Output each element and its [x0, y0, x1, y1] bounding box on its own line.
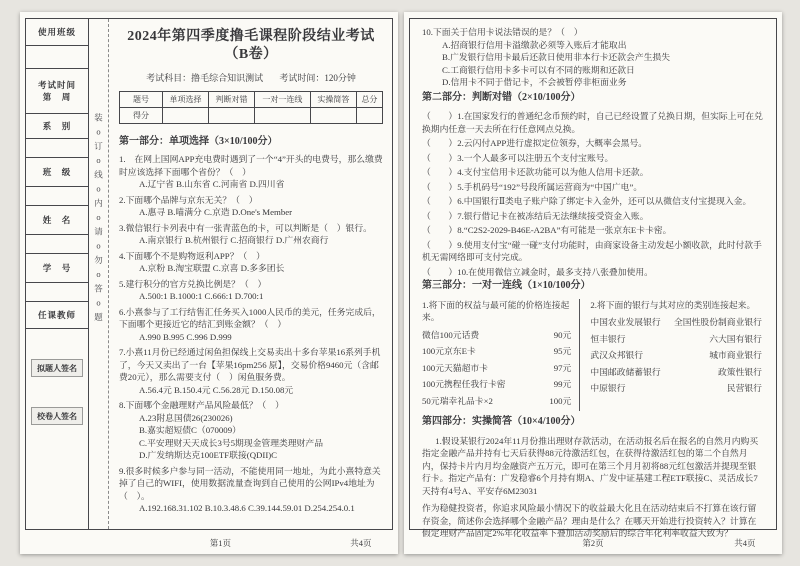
sidebar-field-name: 姓 名	[26, 206, 88, 235]
sidebar-field-department: 系 别	[26, 114, 88, 139]
judgment-item-3: （ ）3.一个人最多可以注册五个支付宝账号。	[422, 152, 614, 163]
match-row	[590, 349, 762, 362]
page1-content	[109, 19, 392, 529]
exam-subtitle	[119, 71, 383, 84]
practical-question-paragraph-1: 1.假设某银行2024年11月份推出理财存款活动，在活动报名后在报名的自然月内购买指定金融产品并持有七天后获得88元待激活红包，在获得待激活红包的第二个自然月内，保持卡片内月均金融资产五万元，即可在第三个月月初将88元红包激活并提现至银行卡。指定产品有：广发稳睿6个月持有期A、广发中证基建工程ETF联接C、灵活成长7天持有4号A、平安存6M23031	[422, 435, 759, 496]
match-left-item: 中国邮政储蓄银行	[590, 366, 661, 377]
question-options: A.辽宁省 B.山东省 C.河南省 D.四川省	[139, 179, 285, 189]
question-option-d: D.广发纳斯达克100ETF联接(QDII)C	[139, 450, 278, 460]
page-number: 第2页	[582, 538, 604, 548]
question-6	[119, 306, 383, 344]
page1-frame	[25, 18, 393, 530]
question-option-b: B.广发银行信用卡最后还款日使用非本行卡还款会产生损失	[442, 52, 670, 62]
exam-time-label: 考试时间	[37, 80, 76, 90]
score-cell-empty	[254, 108, 310, 124]
question-options: A.南京银行 B.杭州银行 C.招商银行 D.广州农商行	[139, 235, 329, 245]
match-row	[422, 362, 571, 375]
match-left-item: 微信100元话费	[422, 329, 480, 340]
exam-duration: 考试时间：120分钟	[279, 73, 356, 83]
score-header-cell: 单项选择	[163, 92, 209, 108]
question-stem: 10.下面关于信用卡说法错误的是？（ ）	[422, 27, 583, 37]
judgment-item-10: （ ）10.在使用微信立减金时，最多支持八张叠加使用。	[422, 266, 653, 277]
question-option-c: C.平安理财天天成长3号5期现金管理类理财产品	[139, 437, 324, 448]
score-cell-empty	[163, 108, 209, 124]
matching-title: 2.将下面的银行与其对应的类别连接起来。	[590, 299, 756, 310]
question-option-a: A.23附息国债26(230026)	[139, 412, 233, 423]
question-options: A.京粉 B.淘宝联盟 C.京喜 D.多多团长	[139, 263, 285, 273]
judgment-item-9: （ ）9.使用支付宝“碰一碰”支付功能时，由商家设备主动发起小额收款，此时付款手机无需网络即可支付完成。	[422, 239, 762, 262]
question-7	[119, 346, 383, 396]
question-8	[119, 399, 383, 462]
question-stem: 7.小熹11月份已经通过闲鱼担保线上交易卖出十多台苹果16系列手机了，今天又卖出了一台【苹果16pm256 原】，交易价格9460元（含邮费20元），那么需要支付（ ）闲鱼服务费。	[119, 347, 381, 382]
match-right-item: 全国性股份制商业银行	[674, 317, 762, 327]
score-header-cell: 实操简答	[310, 92, 356, 108]
match-left-item: 中国农业发展银行	[590, 317, 661, 327]
part4-heading: 第四部分：实操简答（10×4/100分）	[422, 416, 581, 427]
question-stem: 1. 在网上国网APP充电费时遇到了一个“4”开头的电费号，那么缴费时应该选择下面哪个省份？（ ）	[119, 154, 383, 177]
part3-heading: 第三部分：一对一连线（1×10/100分）	[422, 280, 591, 291]
judgment-item-6: （ ）6.中国银行Ⅱ类电子账户除了绑定卡入金外，还可以从微信支付宝提现入金。	[422, 196, 752, 206]
sidebar-blank-cell	[26, 283, 88, 302]
score-header-cell: 题号	[120, 92, 163, 108]
week-label: 第 周	[42, 92, 72, 102]
match-row	[590, 382, 762, 395]
sidebar-field-student-id: 学 号	[26, 254, 88, 283]
page-number: 第1页	[209, 538, 231, 548]
question-4	[119, 250, 383, 275]
question-options: A.500:1 B.1000:1 C.666:1 D.700:1	[139, 291, 264, 301]
question-options: A.990 B.995 C.996 D.999	[139, 331, 232, 342]
score-table-value-row	[120, 108, 383, 124]
question-3	[119, 222, 383, 247]
judgment-item-8: （ ）8.“C2S2-2029-B46E-A2BA”有可能是一张京东E卡卡密。	[422, 225, 672, 235]
sidebar-field-use-class: 使用班级	[26, 19, 88, 46]
match-right-item: 民营银行	[726, 383, 762, 393]
matching-column-prices	[422, 299, 579, 412]
page2-frame	[409, 18, 777, 538]
score-table	[119, 91, 383, 124]
match-row	[590, 366, 762, 379]
match-left-item: 100元携程任我行卡密	[422, 379, 506, 389]
question-options: A.惠寻 B.喵满分 C.京造 D.One's Member	[139, 207, 293, 217]
sidebar-field-exam-time	[26, 69, 88, 114]
question-stem: 4.下面哪个不是购物返利APP？（ ）	[119, 250, 265, 261]
judgment-item-7: （ ）7.银行借记卡在被冻结后无法继续接受资金入账。	[422, 210, 649, 221]
signature-area	[26, 329, 88, 529]
score-row-label: 得分	[120, 108, 163, 124]
binding-line-text: 装o订o线o内o请o勿o答o题	[93, 113, 104, 326]
total-pages: 共4页	[350, 538, 372, 548]
practical-question-paragraph-2: 作为稳健投资者，你追求风险最小情况下的收益最大化且在活动结束后不打算在该行留存资金，简述你会选择哪个金融产品？理由是什么？在哪天开始进行投资转入？计算在假定理财产品固定2%年化收益率下叠加活动奖励后的综合年化利率收益大致为？	[422, 503, 757, 538]
score-cell-empty	[310, 108, 356, 124]
question-options: A.56.4元 B.150.4元 C.56.28元 D.150.08元	[139, 384, 294, 395]
match-left-item: 武汉众邦银行	[590, 350, 644, 360]
match-left-item: 50元瑞幸礼品卡×2	[422, 395, 493, 406]
score-header-cell: 判断对错	[208, 92, 254, 108]
match-right-item: 90元	[553, 329, 572, 340]
part1-heading: 第一部分：单项选择（3×10/100分）	[119, 136, 278, 147]
question-option-d: D.信用卡不同于借记卡，不会被暂停非柜面业务	[442, 77, 627, 87]
question-9	[119, 465, 383, 515]
question-2	[119, 194, 383, 219]
question-stem: 6.小熹参与了工行结售汇任务买入1000人民币的美元，任务完成后，下面哪个更接近它的结汇到账金额？（ ）	[119, 306, 381, 329]
match-right-item: 97元	[553, 362, 572, 373]
matching-section	[422, 299, 764, 412]
part2-heading: 第二部分：判断对错（2×10/100分）	[422, 91, 581, 103]
match-row	[422, 329, 571, 342]
question-1	[119, 153, 383, 191]
match-right-item: 100元	[549, 395, 572, 406]
score-header-cell: 一对一连线	[254, 92, 310, 108]
match-left-item: 100元天猫超市卡	[422, 362, 488, 373]
match-right-item: 六大国有银行	[709, 333, 762, 344]
match-row	[590, 316, 762, 329]
sidebar-field-teacher: 任课教师	[26, 302, 88, 329]
match-right-item: 城市商业银行	[709, 350, 762, 360]
sidebar-blank-cell	[26, 139, 88, 158]
exam-sheet-page-2	[404, 12, 782, 554]
score-header-cell: 总分	[356, 92, 382, 108]
sidebar-blank-cell	[26, 235, 88, 254]
match-left-item: 恒丰银行	[590, 333, 626, 344]
question-stem: 8.下面哪个金融理财产品风险最低？（ ）	[119, 400, 284, 410]
question-option-b: B.嘉实超短债C（070009）	[139, 425, 241, 435]
page2-footer	[404, 537, 782, 549]
question-options: A.192.168.31.102 B.10.3.48.6 C.39.144.59.01 D.254.254.0.1	[139, 503, 355, 513]
student-info-sidebar	[26, 19, 89, 529]
sidebar-blank-cell	[26, 46, 88, 69]
match-right-item: 政策性银行	[717, 366, 762, 377]
question-option-c: C.工商银行信用卡多卡可以有不同的账期和还款日	[442, 64, 635, 75]
total-pages: 共4页	[734, 538, 756, 548]
match-right-item: 95元	[553, 346, 572, 356]
match-row	[422, 378, 571, 391]
question-stem: 3.微信银行卡列表中有一张青蓝色的卡，可以判断是（ ）银行。	[119, 222, 372, 233]
question-stem: 9.很多时候多户参与同一活动，不能使用同一地址，为此小熹特意关掉了自己的WIFI，使用数据流量查询到自己使用的公网IPv4地址为（ ）。	[119, 465, 381, 501]
score-cell-empty	[356, 108, 382, 124]
signature-label-reviewer: 校卷人签名	[31, 407, 83, 425]
judgment-item-2: （ ）2.云闪付APP进行虚拟定位领券，大概率会黑号。	[422, 138, 648, 148]
match-left-item: 100元京东E卡	[422, 346, 476, 356]
page1-footer	[20, 537, 398, 549]
match-left-item: 中原银行	[590, 383, 626, 393]
binding-line	[89, 19, 109, 529]
question-stem: 2.下面哪个品牌与京东无关？（ ）	[119, 194, 258, 205]
exam-title: 2024年第四季度撸毛课程阶段结业考试（B卷）	[127, 29, 375, 62]
exam-sheet-page-1	[20, 12, 398, 554]
sidebar-field-class: 班 级	[26, 158, 88, 187]
signature-label-examiner: 拟题人签名	[31, 359, 83, 377]
question-10	[422, 26, 764, 89]
question-stem: 5.建行积分的官方兑换比例是？（ ）	[119, 278, 267, 289]
matching-column-banks	[579, 299, 764, 412]
match-row	[422, 395, 571, 408]
sidebar-blank-cell	[26, 187, 88, 206]
question-option-a: A.招商银行信用卡溢缴款必须等入账后才能取出	[442, 39, 627, 50]
exam-subject: 考试科目：撸毛综合知识测试	[146, 73, 264, 83]
score-cell-empty	[208, 108, 254, 124]
match-row	[590, 333, 762, 346]
judgment-item-5: （ ）5.手机码号“192”号段所属运营商为“中国广电”。	[422, 181, 643, 192]
judgment-item-1: （ ）1.在国家发行的普通纪念币预约时，自己已经设置了兑换日期，但实际上可在兑换期内任意一天去所在行任意网点兑换。	[422, 111, 763, 134]
judgment-item-4: （ ）4.支付宝信用卡还款功能可以为他人信用卡还款。	[422, 167, 649, 177]
question-5	[119, 278, 383, 303]
matching-title: 1.将下面的权益与最可能的价格连接起来。	[422, 299, 570, 322]
match-right-item: 99元	[553, 379, 572, 389]
score-table-header-row	[120, 92, 383, 108]
match-row	[422, 345, 571, 358]
